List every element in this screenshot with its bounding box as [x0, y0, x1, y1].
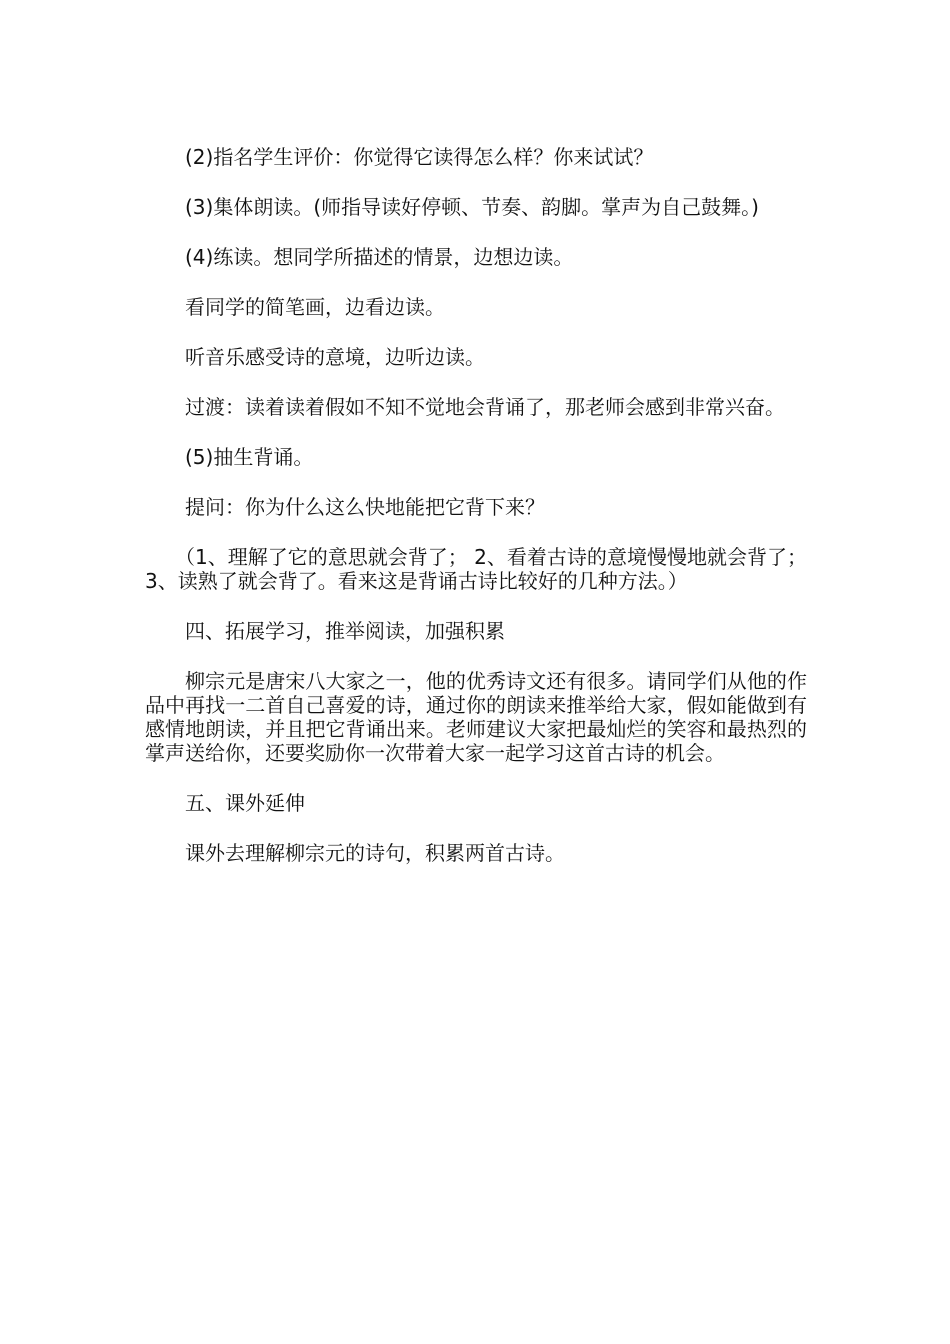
paragraph-practice-reading: (4)练读。想同学所描述的情景，边想边读。 — [185, 245, 574, 269]
paragraph-question: 提问：你为什么这么快地能把它背下来？ — [185, 495, 545, 519]
paragraph-transition: 过渡：读着读着假如不知不觉地会背诵了，那老师会感到非常兴奋。 — [185, 395, 785, 419]
paragraph-methods: （1、理解了它的意思就会背了； 2、看着古诗的意境慢慢地就会背了；3、读熟了就会背了。看来这是背诵古诗比较好的几种方法。） — [145, 545, 807, 593]
paragraph-sketch-reading: 看同学的简笔画，边看边读。 — [185, 295, 445, 319]
section-heading-extracurricular: 五、课外延伸 — [185, 791, 305, 815]
paragraph-music-reading: 听音乐感受诗的意境，边听边读。 — [185, 345, 485, 369]
paragraph-homework: 课外去理解柳宗元的诗句，积累两首古诗。 — [185, 841, 565, 865]
paragraph-group-reading: (3)集体朗读。(师指导读好停顿、节奏、韵脚。掌声为自己鼓舞。) — [185, 195, 759, 219]
paragraph-recitation: (5)抽生背诵。 — [185, 445, 314, 469]
section-heading-extension-learning: 四、拓展学习，推举阅读，加强积累 — [185, 619, 505, 643]
document-page — [145, 145, 807, 891]
paragraph-student-evaluation: (2)指名学生评价：你觉得它读得怎么样？你来试试？ — [185, 145, 654, 169]
paragraph-liu-zongyuan: 柳宗元是唐宋八大家之一，他的优秀诗文还有很多。请同学们从他的作品中再找一二首自己喜爱的诗，通过你的朗读来推举给大家，假如能做到有感情地朗读，并且把它背诵出来。老师建议大家把最灿烂的笑容和最热烈的掌声送给你，还要奖励你一次带着大家一起学习这首古诗的机会。 — [145, 669, 807, 765]
